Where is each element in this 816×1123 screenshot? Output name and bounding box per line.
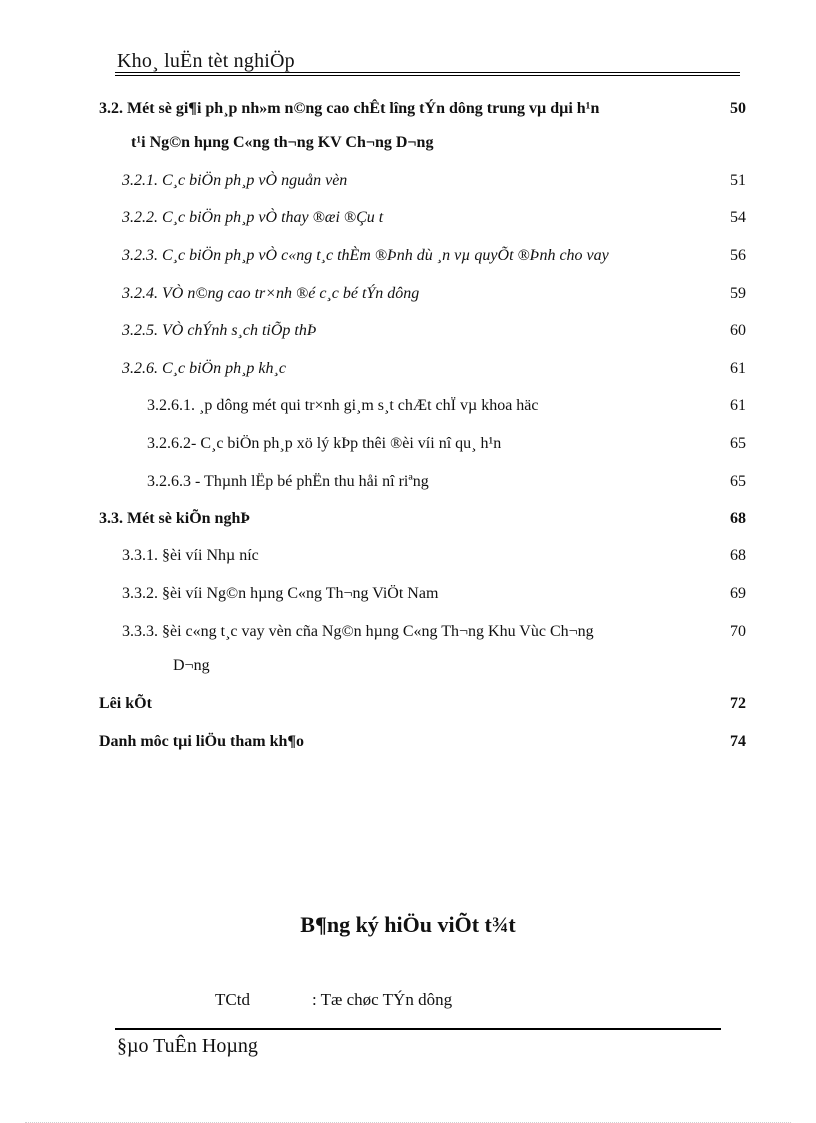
running-footer: §µo TuÊn Hoµng xyxy=(117,1035,258,1057)
toc-page-conclusion: 72 xyxy=(730,695,746,712)
toc-page-3-2-6-1: 61 xyxy=(730,397,746,414)
abbreviation-definition: : Tæ chøc TÝn dông xyxy=(312,990,453,1009)
toc-entry-3-3-1[interactable]: 3.3.1. §èi víi Nhµ níc xyxy=(122,547,259,564)
toc-page-3-3-1: 68 xyxy=(730,547,746,564)
toc-entry-3-3[interactable]: 3.3. Mét sè kiÕn nghÞ xyxy=(99,510,251,527)
toc-page-3-3-3: 70 xyxy=(730,623,746,640)
toc-page-3-3-2: 69 xyxy=(730,585,746,602)
toc-entry-3-2-cont[interactable]: t¹i Ng©n hµng C«ng th¬ng KV Ch¬ng D¬ng xyxy=(131,134,434,151)
toc-page-3-2-6: 61 xyxy=(730,360,746,377)
running-header: Kho¸ luËn tèt nghiÖp xyxy=(117,50,295,72)
toc-entry-conclusion[interactable]: Lêi kÕt xyxy=(99,695,152,712)
toc-page-3-2-5: 60 xyxy=(730,322,746,339)
toc-entry-3-2-1[interactable]: 3.2.1. C¸c biÖn ph¸p vÒ nguån vèn xyxy=(122,172,348,189)
toc-entry-3-2-3[interactable]: 3.2.3. C¸c biÖn ph¸p vÒ c«ng t¸c thÈm ®Þnh dù ¸n vµ quyÕt ®Þnh cho vay xyxy=(122,247,609,264)
toc-entry-3-2-6-1[interactable]: 3.2.6.1. ¸p dông mét qui tr×nh gi¸m s¸t chÆt chÏ vµ khoa häc xyxy=(147,397,539,414)
toc-entry-3-2-5[interactable]: 3.2.5. VÒ chÝnh s¸ch tiÕp thÞ xyxy=(122,322,317,339)
toc-page-3-2-1: 51 xyxy=(730,172,746,189)
abbreviations-title: B¶ng ký hiÖu viÕt t¾t xyxy=(300,912,516,937)
toc-page-3-3: 68 xyxy=(730,510,746,527)
toc-entry-3-3-2[interactable]: 3.3.2. §èi víi Ng©n hµng C«ng Th¬ng ViÖt Nam xyxy=(122,585,439,602)
toc-page-3-2-6-3: 65 xyxy=(730,473,746,490)
header-rule-top xyxy=(115,72,740,73)
toc-page-3-2-6-2: 65 xyxy=(730,435,746,452)
toc-entry-3-3-3[interactable]: 3.3.3. §èi c«ng t¸c vay vèn cña Ng©n hµng C«ng Th¬ng Khu Vùc Ch¬ng xyxy=(122,623,594,640)
toc-entry-references[interactable]: Danh môc tµi liÖu tham kh¶o xyxy=(99,733,304,750)
toc-entry-3-2-2[interactable]: 3.2.2. C¸c biÖn ph¸p vÒ thay ®æi ®Çu t xyxy=(122,209,384,226)
toc-entry-3-2[interactable]: 3.2. Mét sè gi¶i ph¸p nh»m n©ng cao chÊt lîng tÝn dông trung vµ dµi h¹n xyxy=(99,100,600,117)
toc-page-3-2: 50 xyxy=(730,100,746,117)
toc-page-3-2-3: 56 xyxy=(730,247,746,264)
toc-page-references: 74 xyxy=(730,733,746,750)
toc-entry-3-2-4[interactable]: 3.2.4. VÒ n©ng cao tr×nh ®é c¸c bé tÝn dông xyxy=(122,285,420,302)
footer-rule xyxy=(115,1028,721,1030)
toc-entry-3-2-6-2[interactable]: 3.2.6.2- C¸c biÖn ph¸p xö lý kÞp thêi ®èi víi nî qu¸ h¹n xyxy=(147,435,502,452)
toc-page-3-2-4: 59 xyxy=(730,285,746,302)
toc-entry-3-2-6[interactable]: 3.2.6. C¸c biÖn ph¸p kh¸c xyxy=(122,360,286,377)
toc-entry-3-2-6-3[interactable]: 3.2.6.3 - Thµnh lËp bé phËn thu håi nî riªng xyxy=(147,473,429,490)
toc-page-3-2-2: 54 xyxy=(730,209,746,226)
abbreviation-code: TCtd xyxy=(215,990,250,1009)
toc-entry-3-3-3-cont[interactable]: D¬ng xyxy=(173,657,210,674)
header-rule-bottom xyxy=(115,75,740,76)
